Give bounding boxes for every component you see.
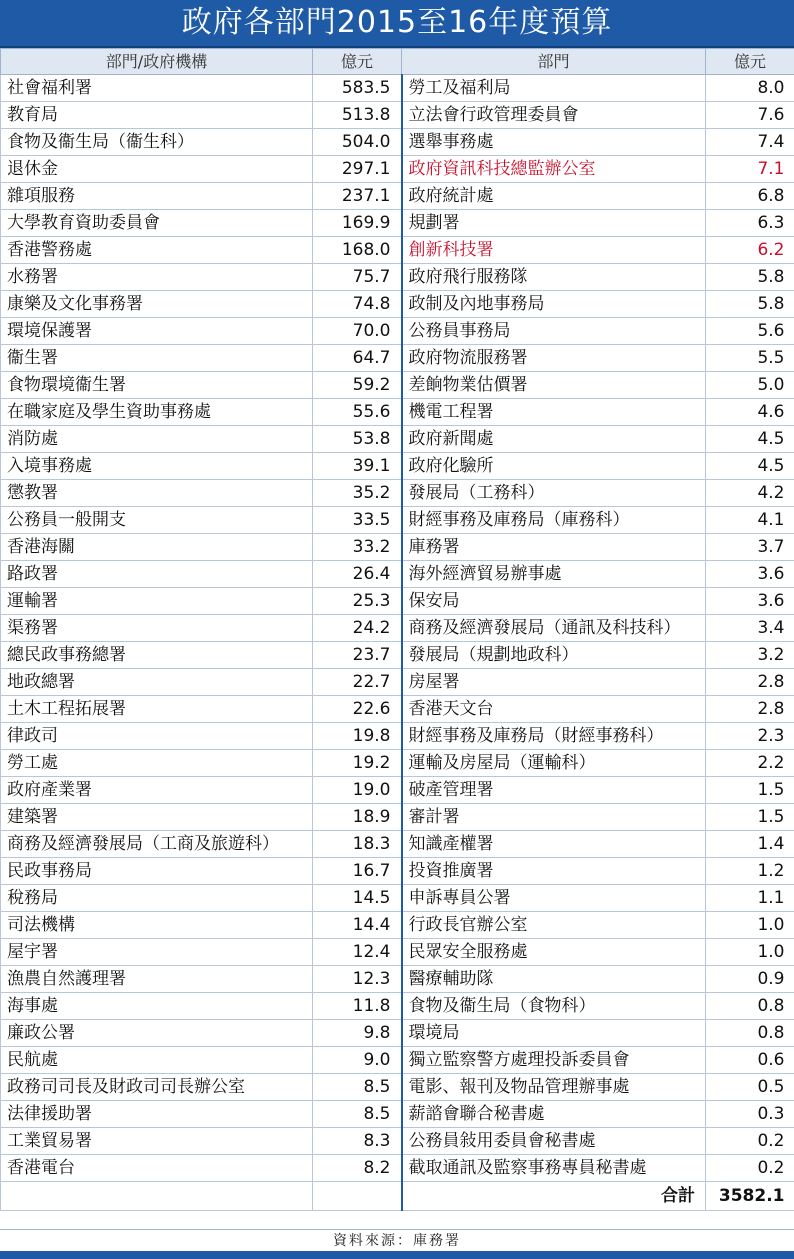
dept-name-cell: 投資推廣署 xyxy=(402,858,706,885)
budget-value-cell: 14.4 xyxy=(313,912,402,939)
dept-name-cell: 法律援助署 xyxy=(1,1101,313,1128)
budget-value-cell: 8.5 xyxy=(313,1074,402,1101)
dept-name-cell: 截取通訊及監察事務專員秘書處 xyxy=(402,1155,706,1182)
budget-value-cell: 23.7 xyxy=(313,642,402,669)
table-row xyxy=(1,939,794,966)
table-row xyxy=(1,804,794,831)
dept-name-cell: 政府統計處 xyxy=(402,183,706,210)
total-row xyxy=(1,1182,794,1211)
budget-value-cell: 19.8 xyxy=(313,723,402,750)
budget-value-cell: 0.6 xyxy=(706,1047,794,1074)
budget-value-cell: 7.1 xyxy=(706,156,794,183)
dept-name-cell: 退休金 xyxy=(1,156,313,183)
dept-name-cell: 社會福利署 xyxy=(1,75,313,102)
budget-value-cell: 2.3 xyxy=(706,723,794,750)
dept-name-cell: 民航處 xyxy=(1,1047,313,1074)
header-value-right: 億元 xyxy=(706,49,794,75)
dept-name-cell: 申訴專員公署 xyxy=(402,885,706,912)
budget-value-cell: 0.8 xyxy=(706,993,794,1020)
dept-name-cell: 機電工程署 xyxy=(402,399,706,426)
budget-value-cell: 2.8 xyxy=(706,696,794,723)
dept-name-cell: 建築署 xyxy=(1,804,313,831)
budget-value-cell: 3.7 xyxy=(706,534,794,561)
table-row xyxy=(1,183,794,210)
dept-name-cell: 總民政事務總署 xyxy=(1,642,313,669)
budget-value-cell: 5.8 xyxy=(706,291,794,318)
dept-name-cell: 發展局（規劃地政科） xyxy=(402,642,706,669)
table-row xyxy=(1,480,794,507)
budget-value-cell: 8.5 xyxy=(313,1101,402,1128)
budget-value-cell: 7.6 xyxy=(706,102,794,129)
budget-value-cell: 297.1 xyxy=(313,156,402,183)
budget-value-cell: 33.5 xyxy=(313,507,402,534)
dept-name-cell: 政府產業署 xyxy=(1,777,313,804)
budget-value-cell: 1.5 xyxy=(706,777,794,804)
dept-name-cell: 入境事務處 xyxy=(1,453,313,480)
table-row xyxy=(1,534,794,561)
dept-name-cell: 司法機構 xyxy=(1,912,313,939)
dept-name-cell: 公務員事務局 xyxy=(402,318,706,345)
table-row xyxy=(1,885,794,912)
dept-name-cell: 食物及衞生局（食物科） xyxy=(402,993,706,1020)
dept-name-cell: 創新科技署 xyxy=(402,237,706,264)
table-row xyxy=(1,75,794,102)
dept-name-cell: 食物及衞生局（衞生科） xyxy=(1,129,313,156)
header-dept-left: 部門/政府機構 xyxy=(1,49,313,75)
budget-value-cell: 39.1 xyxy=(313,453,402,480)
dept-name-cell: 在職家庭及學生資助事務處 xyxy=(1,399,313,426)
budget-value-cell: 22.6 xyxy=(313,696,402,723)
budget-value-cell: 3.6 xyxy=(706,588,794,615)
budget-value-cell: 6.3 xyxy=(706,210,794,237)
dept-name-cell: 公務員敍用委員會秘書處 xyxy=(402,1128,706,1155)
table-row xyxy=(1,1101,794,1128)
budget-value-cell: 583.5 xyxy=(313,75,402,102)
dept-name-cell: 勞工處 xyxy=(1,750,313,777)
dept-name-cell: 勞工及福利局 xyxy=(402,75,706,102)
dept-name-cell: 電影、報刊及物品管理辦事處 xyxy=(402,1074,706,1101)
table-row xyxy=(1,1020,794,1047)
budget-value-cell: 237.1 xyxy=(313,183,402,210)
dept-name-cell: 獨立監察警方處理投訴委員會 xyxy=(402,1047,706,1074)
table-row xyxy=(1,426,794,453)
budget-value-cell: 4.1 xyxy=(706,507,794,534)
source-note: 資料來源：庫務署 xyxy=(0,1229,794,1252)
budget-value-cell: 0.9 xyxy=(706,966,794,993)
budget-value-cell: 1.1 xyxy=(706,885,794,912)
dept-name-cell: 立法會行政管理委員會 xyxy=(402,102,706,129)
budget-value-cell: 64.7 xyxy=(313,345,402,372)
budget-value-cell: 59.2 xyxy=(313,372,402,399)
budget-value-cell: 0.8 xyxy=(706,1020,794,1047)
table-row xyxy=(1,615,794,642)
dept-name-cell: 政制及內地事務局 xyxy=(402,291,706,318)
budget-value-cell: 75.7 xyxy=(313,264,402,291)
dept-name-cell: 衞生署 xyxy=(1,345,313,372)
budget-value-cell: 4.6 xyxy=(706,399,794,426)
dept-name-cell: 運輸及房屋局（運輸科） xyxy=(402,750,706,777)
table-row xyxy=(1,750,794,777)
budget-value-cell: 1.0 xyxy=(706,939,794,966)
table-row xyxy=(1,831,794,858)
dept-name-cell: 海外經濟貿易辦事處 xyxy=(402,561,706,588)
budget-value-cell: 5.8 xyxy=(706,264,794,291)
budget-value-cell: 19.0 xyxy=(313,777,402,804)
dept-name-cell: 稅務局 xyxy=(1,885,313,912)
budget-value-cell: 3.6 xyxy=(706,561,794,588)
budget-value-cell: 55.6 xyxy=(313,399,402,426)
dept-name-cell: 律政司 xyxy=(1,723,313,750)
budget-value-cell: 4.5 xyxy=(706,426,794,453)
budget-value-cell: 3.2 xyxy=(706,642,794,669)
dept-name-cell: 康樂及文化事務署 xyxy=(1,291,313,318)
table-row xyxy=(1,669,794,696)
budget-value-cell: 25.3 xyxy=(313,588,402,615)
dept-name-cell: 政府新聞處 xyxy=(402,426,706,453)
table-row xyxy=(1,291,794,318)
dept-name-cell: 香港海關 xyxy=(1,534,313,561)
dept-name-cell: 地政總署 xyxy=(1,669,313,696)
total-blank xyxy=(313,1182,402,1211)
budget-value-cell: 4.2 xyxy=(706,480,794,507)
budget-value-cell: 53.8 xyxy=(313,426,402,453)
budget-value-cell: 74.8 xyxy=(313,291,402,318)
budget-value-cell: 22.7 xyxy=(313,669,402,696)
page-title: 政府各部門2015至16年度預算 xyxy=(0,0,794,48)
table-row xyxy=(1,858,794,885)
dept-name-cell: 民眾安全服務處 xyxy=(402,939,706,966)
table-row xyxy=(1,777,794,804)
budget-value-cell: 169.9 xyxy=(313,210,402,237)
dept-name-cell: 工業貿易署 xyxy=(1,1128,313,1155)
budget-value-cell: 7.4 xyxy=(706,129,794,156)
table-row xyxy=(1,1074,794,1101)
header-dept-right: 部門 xyxy=(402,49,706,75)
budget-value-cell: 8.0 xyxy=(706,75,794,102)
budget-value-cell: 12.3 xyxy=(313,966,402,993)
budget-value-cell: 9.8 xyxy=(313,1020,402,1047)
table-row xyxy=(1,1155,794,1182)
dept-name-cell: 漁農自然護理署 xyxy=(1,966,313,993)
budget-value-cell: 24.2 xyxy=(313,615,402,642)
dept-name-cell: 消防處 xyxy=(1,426,313,453)
table-row xyxy=(1,318,794,345)
table-row xyxy=(1,264,794,291)
budget-value-cell: 9.0 xyxy=(313,1047,402,1074)
budget-value-cell: 8.2 xyxy=(313,1155,402,1182)
dept-name-cell: 懲教署 xyxy=(1,480,313,507)
budget-value-cell: 0.3 xyxy=(706,1101,794,1128)
budget-value-cell: 18.9 xyxy=(313,804,402,831)
dept-name-cell: 政府飛行服務隊 xyxy=(402,264,706,291)
budget-value-cell: 3.4 xyxy=(706,615,794,642)
dept-name-cell: 屋宇署 xyxy=(1,939,313,966)
budget-table xyxy=(0,48,794,1211)
table-row xyxy=(1,588,794,615)
dept-name-cell: 大學教育資助委員會 xyxy=(1,210,313,237)
table-row xyxy=(1,696,794,723)
table-row xyxy=(1,399,794,426)
dept-name-cell: 香港警務處 xyxy=(1,237,313,264)
budget-value-cell: 1.4 xyxy=(706,831,794,858)
dept-name-cell: 雜項服務 xyxy=(1,183,313,210)
dept-name-cell: 財經事務及庫務局（庫務科） xyxy=(402,507,706,534)
dept-name-cell: 運輸署 xyxy=(1,588,313,615)
table-row xyxy=(1,345,794,372)
budget-value-cell: 33.2 xyxy=(313,534,402,561)
bottom-bar xyxy=(0,1251,794,1259)
dept-name-cell: 知識產權署 xyxy=(402,831,706,858)
budget-value-cell: 5.6 xyxy=(706,318,794,345)
dept-name-cell: 政務司司長及財政司司長辦公室 xyxy=(1,1074,313,1101)
table-row xyxy=(1,966,794,993)
dept-name-cell: 水務署 xyxy=(1,264,313,291)
dept-name-cell: 環境保護署 xyxy=(1,318,313,345)
table-header-row xyxy=(1,49,794,75)
dept-name-cell: 行政長官辦公室 xyxy=(402,912,706,939)
dept-name-cell: 政府資訊科技總監辦公室 xyxy=(402,156,706,183)
dept-name-cell: 民政事務局 xyxy=(1,858,313,885)
dept-name-cell: 政府物流服務署 xyxy=(402,345,706,372)
dept-name-cell: 香港天文台 xyxy=(402,696,706,723)
dept-name-cell: 差餉物業估價署 xyxy=(402,372,706,399)
budget-value-cell: 5.5 xyxy=(706,345,794,372)
budget-value-cell: 1.5 xyxy=(706,804,794,831)
budget-value-cell: 70.0 xyxy=(313,318,402,345)
budget-value-cell: 12.4 xyxy=(313,939,402,966)
total-label: 合計 xyxy=(402,1182,706,1211)
table-row xyxy=(1,129,794,156)
total-blank xyxy=(1,1182,313,1211)
budget-value-cell: 1.2 xyxy=(706,858,794,885)
table-row xyxy=(1,723,794,750)
dept-name-cell: 渠務署 xyxy=(1,615,313,642)
table-row xyxy=(1,102,794,129)
budget-value-cell: 504.0 xyxy=(313,129,402,156)
dept-name-cell: 破產管理署 xyxy=(402,777,706,804)
budget-value-cell: 26.4 xyxy=(313,561,402,588)
dept-name-cell: 香港電台 xyxy=(1,1155,313,1182)
table-row xyxy=(1,372,794,399)
dept-name-cell: 食物環境衞生署 xyxy=(1,372,313,399)
table-row xyxy=(1,210,794,237)
budget-value-cell: 8.3 xyxy=(313,1128,402,1155)
table-row xyxy=(1,912,794,939)
dept-name-cell: 商務及經濟發展局（工商及旅遊科） xyxy=(1,831,313,858)
budget-value-cell: 18.3 xyxy=(313,831,402,858)
budget-value-cell: 0.5 xyxy=(706,1074,794,1101)
dept-name-cell: 保安局 xyxy=(402,588,706,615)
dept-name-cell: 路政署 xyxy=(1,561,313,588)
budget-value-cell: 14.5 xyxy=(313,885,402,912)
budget-value-cell: 1.0 xyxy=(706,912,794,939)
table-row xyxy=(1,156,794,183)
budget-value-cell: 0.2 xyxy=(706,1155,794,1182)
table-row xyxy=(1,237,794,264)
table-row xyxy=(1,561,794,588)
dept-name-cell: 選舉事務處 xyxy=(402,129,706,156)
dept-name-cell: 廉政公署 xyxy=(1,1020,313,1047)
dept-name-cell: 庫務署 xyxy=(402,534,706,561)
table-row xyxy=(1,642,794,669)
dept-name-cell: 財經事務及庫務局（財經事務科） xyxy=(402,723,706,750)
dept-name-cell: 醫療輔助隊 xyxy=(402,966,706,993)
budget-value-cell: 5.0 xyxy=(706,372,794,399)
dept-name-cell: 海事處 xyxy=(1,993,313,1020)
dept-name-cell: 教育局 xyxy=(1,102,313,129)
table-row xyxy=(1,453,794,480)
budget-value-cell: 2.2 xyxy=(706,750,794,777)
dept-name-cell: 薪諮會聯合秘書處 xyxy=(402,1101,706,1128)
dept-name-cell: 商務及經濟發展局（通訊及科技科） xyxy=(402,615,706,642)
budget-value-cell: 513.8 xyxy=(313,102,402,129)
dept-name-cell: 審計署 xyxy=(402,804,706,831)
budget-value-cell: 4.5 xyxy=(706,453,794,480)
table-row xyxy=(1,507,794,534)
dept-name-cell: 發展局（工務科） xyxy=(402,480,706,507)
dept-name-cell: 政府化驗所 xyxy=(402,453,706,480)
budget-value-cell: 19.2 xyxy=(313,750,402,777)
budget-value-cell: 35.2 xyxy=(313,480,402,507)
dept-name-cell: 公務員一般開支 xyxy=(1,507,313,534)
table-row xyxy=(1,993,794,1020)
header-value-left: 億元 xyxy=(313,49,402,75)
dept-name-cell: 環境局 xyxy=(402,1020,706,1047)
budget-value-cell: 6.8 xyxy=(706,183,794,210)
table-row xyxy=(1,1047,794,1074)
budget-value-cell: 0.2 xyxy=(706,1128,794,1155)
budget-value-cell: 11.8 xyxy=(313,993,402,1020)
dept-name-cell: 房屋署 xyxy=(402,669,706,696)
total-value: 3582.1 xyxy=(706,1182,794,1211)
table-row xyxy=(1,1128,794,1155)
budget-value-cell: 6.2 xyxy=(706,237,794,264)
budget-value-cell: 2.8 xyxy=(706,669,794,696)
budget-value-cell: 168.0 xyxy=(313,237,402,264)
dept-name-cell: 土木工程拓展署 xyxy=(1,696,313,723)
dept-name-cell: 規劃署 xyxy=(402,210,706,237)
budget-value-cell: 16.7 xyxy=(313,858,402,885)
